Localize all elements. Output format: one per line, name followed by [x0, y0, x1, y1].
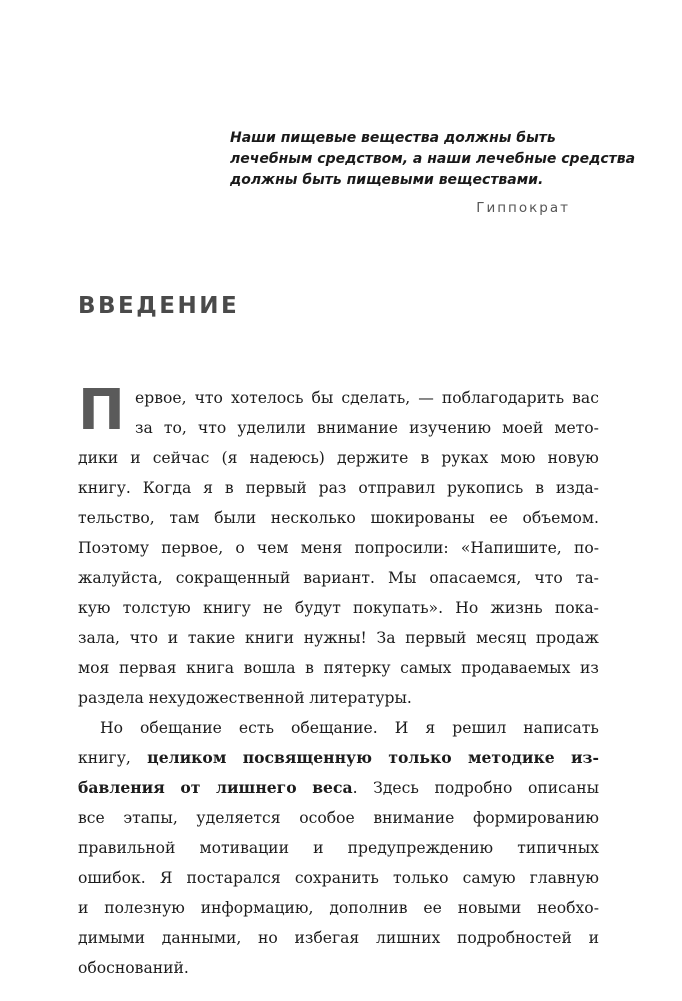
word: есть [238, 719, 274, 737]
word: хотелось [230, 389, 304, 407]
word: были [214, 509, 257, 527]
word: та- [575, 569, 599, 587]
word: решил [452, 719, 507, 737]
word: я [425, 719, 436, 737]
bold-word: из- [570, 748, 599, 767]
epigraph-line: лечебным средством, а наши лечебные средства [230, 151, 636, 167]
word: кую [78, 599, 111, 617]
word: раздела [78, 689, 144, 707]
paragraph-2 [78, 713, 599, 983]
word: Я [159, 869, 173, 887]
word: Поэтому [78, 539, 150, 557]
word: в [535, 479, 544, 497]
word: первое, [161, 539, 224, 557]
text-line [78, 533, 599, 563]
word: пока- [554, 599, 599, 617]
word: сейчас [152, 449, 210, 467]
word: жалуйста, [78, 569, 163, 587]
word: пятерку [323, 659, 391, 677]
text-line [78, 383, 599, 413]
word: необхо- [537, 899, 599, 917]
word: и [78, 899, 89, 917]
word: постарался [186, 869, 281, 887]
drop-cap: П [78, 378, 125, 443]
word: описаны [527, 779, 599, 797]
bold-word: веса [312, 778, 353, 797]
word: покупать». [353, 599, 444, 617]
word: уделяется [196, 809, 281, 827]
word: дики [78, 449, 119, 467]
word: то, [163, 419, 187, 437]
word: надеюсь) [249, 449, 325, 467]
word: вас [572, 389, 599, 407]
epigraph-author: Гиппократ [476, 200, 570, 216]
word: данными, [161, 929, 242, 947]
word: зала, [78, 629, 120, 647]
word: мотивации [199, 839, 289, 857]
word: в [224, 479, 234, 497]
word: самую [462, 869, 516, 887]
word: жизнь [490, 599, 543, 617]
word: и [130, 449, 141, 467]
word: изда- [555, 479, 599, 497]
word: о [235, 539, 245, 557]
text-line [78, 953, 599, 983]
word: формированию [473, 809, 599, 827]
word: такие [187, 629, 236, 647]
chapter-heading: ВВЕДЕНИЕ [78, 293, 240, 319]
word: раз [318, 479, 347, 497]
word: сохранить [294, 869, 379, 887]
bold-word: целиком [147, 748, 227, 767]
bold-word: бавления [78, 778, 165, 797]
word: Но [455, 599, 479, 617]
word: Когда [142, 479, 192, 497]
word: толстую [122, 599, 191, 617]
word: И [394, 719, 409, 737]
word: мою [500, 449, 536, 467]
word: полезную [104, 899, 185, 917]
word: димыми [78, 929, 146, 947]
word: ее [423, 899, 442, 917]
word: книги [244, 629, 295, 647]
word: дополнив [329, 899, 408, 917]
epigraph-line: Наши пищевые вещества должны быть [230, 130, 556, 146]
word: сделать, [341, 389, 411, 407]
word: уделили [237, 419, 306, 437]
word: За [376, 629, 396, 647]
word: чем [256, 539, 289, 557]
word: литературы. [309, 689, 412, 707]
word: главную [529, 869, 599, 887]
word: вариант. [303, 569, 375, 587]
word: сокращенный [175, 569, 291, 587]
word: обещание [140, 719, 222, 737]
word: руках [441, 449, 489, 467]
word: я [203, 479, 213, 497]
word: первая [118, 659, 177, 677]
word: в [420, 449, 430, 467]
word: в [305, 659, 314, 677]
body-text [78, 378, 599, 983]
text-line [78, 773, 599, 803]
word: шокированы [370, 509, 475, 527]
word: только [393, 869, 449, 887]
word: вошла [243, 659, 296, 677]
text-line [78, 413, 599, 443]
word: нехудожественной [148, 689, 305, 707]
word: книгу, [78, 749, 131, 767]
text-line [78, 863, 599, 893]
word: и [313, 839, 324, 857]
text-line [78, 623, 599, 653]
word: ервое, [135, 389, 187, 407]
text-line [78, 503, 599, 533]
word: внимание [316, 419, 398, 437]
word: попросили: [354, 539, 449, 557]
word: избегая [294, 929, 360, 947]
word: информацию, [200, 899, 314, 917]
punctuation: . [352, 779, 358, 797]
word: ее [489, 509, 508, 527]
word: что [129, 629, 159, 647]
word: типичных [517, 839, 599, 857]
word: правильной [78, 839, 176, 857]
word: обещание. [290, 719, 378, 737]
text-line [78, 803, 599, 833]
word: этапы, [123, 809, 178, 827]
word: изучению [409, 419, 492, 437]
word: отправил [358, 479, 436, 497]
word: опасаемся, [429, 569, 522, 587]
bold-word: только [388, 748, 452, 767]
word: новую [547, 449, 599, 467]
word: написать [523, 719, 599, 737]
word: продаваемых [461, 659, 571, 677]
text-line [78, 713, 599, 743]
word: первый [405, 629, 467, 647]
word: моя [78, 659, 110, 677]
text-line [78, 473, 599, 503]
word: книга [186, 659, 235, 677]
word: меня [300, 539, 343, 557]
text-line [78, 923, 599, 953]
word: особое [299, 809, 355, 827]
word: подробно [434, 779, 513, 797]
text-line [78, 593, 599, 623]
text-line [78, 893, 599, 923]
bold-word: от [180, 778, 201, 797]
word: что [194, 389, 223, 407]
word: обоснований. [78, 959, 189, 977]
word: внимание [373, 809, 455, 827]
word: поблагодарить [441, 389, 565, 407]
bold-word: методике [467, 748, 555, 767]
word-group [312, 773, 357, 803]
word: моей [502, 419, 544, 437]
bold-word: лишнего [216, 778, 297, 797]
word: несколько [270, 509, 356, 527]
word: бы [311, 389, 334, 407]
word: по- [573, 539, 599, 557]
word: (я [221, 449, 238, 467]
word: за [135, 419, 153, 437]
word: Здесь [373, 779, 419, 797]
word: Мы [387, 569, 417, 587]
text-line [78, 653, 599, 683]
word: книгу. [78, 479, 131, 497]
word: продаж [535, 629, 599, 647]
word: лишних [375, 929, 441, 947]
word: и [588, 929, 599, 947]
word: что [197, 419, 227, 437]
word: — [418, 389, 434, 407]
word: мето- [554, 419, 599, 437]
word: подробностей [457, 929, 572, 947]
text-line [78, 833, 599, 863]
bold-word: посвященную [242, 748, 372, 767]
word: нужны! [303, 629, 367, 647]
text-line [78, 743, 599, 773]
word: из [579, 659, 599, 677]
word: не [263, 599, 283, 617]
word: Но [100, 719, 123, 737]
word: там [169, 509, 200, 527]
paragraph-1 [78, 378, 599, 713]
text-line [78, 563, 599, 593]
epigraph [230, 128, 636, 216]
word: новыми [457, 899, 522, 917]
word: держите [336, 449, 409, 467]
word: «Напишите, [460, 539, 562, 557]
word: первый [245, 479, 307, 497]
word: месяц [476, 629, 527, 647]
word: предупреждению [347, 839, 494, 857]
word: все [78, 809, 105, 827]
word: будут [294, 599, 341, 617]
word: ошибок. [78, 869, 146, 887]
word: объемом. [522, 509, 599, 527]
text-line [78, 443, 599, 473]
word: рукопись [447, 479, 524, 497]
epigraph-line: должны быть пищевыми веществами. [230, 172, 544, 188]
word: самых [400, 659, 452, 677]
word: но [257, 929, 278, 947]
word: что [534, 569, 563, 587]
word: и [167, 629, 179, 647]
word: книгу [202, 599, 251, 617]
word: тельство, [78, 509, 155, 527]
text-line [78, 683, 599, 713]
